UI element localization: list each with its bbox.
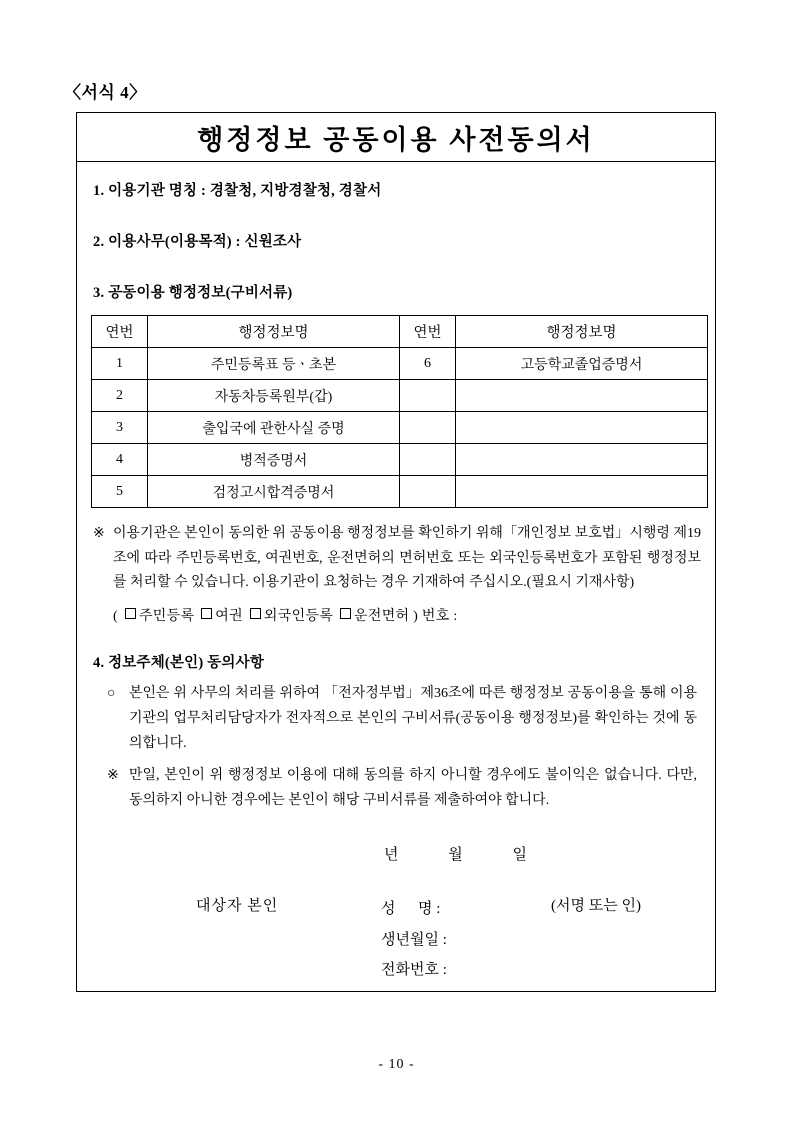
date-line xyxy=(91,843,701,864)
consent-text-1: 본인은 위 사무의 처리를 위하여 「전자정부법」제36조에 따른 행정정보 공동이용을 통해 이용기관의 업무처리담당자가 전자적으로 본인의 구비서류(공동이용 행정정보)를 확인하는 것에 동의합니다. xyxy=(129,686,697,752)
check-label-passport: 여권 xyxy=(215,608,243,624)
birth-field-label: 생년월일 : xyxy=(381,931,447,948)
consent-item-1 xyxy=(91,681,701,757)
cell-name-right xyxy=(456,444,708,476)
id-number-checkbox-line xyxy=(113,605,701,630)
signature-note: (서명 또는 인) xyxy=(551,897,641,914)
cell-name-right xyxy=(456,380,708,412)
section-2-purpose: 2. 이용사무(이용목적) : 신원조사 xyxy=(93,234,302,250)
cell-name-left: 출입국에 관한사실 증명 xyxy=(148,412,400,444)
table-row xyxy=(92,348,708,380)
signature-area xyxy=(91,894,701,1004)
note-row-1 xyxy=(93,522,701,596)
table-header-row xyxy=(92,316,708,348)
document-title: 행정정보 공동이용 사전동의서 xyxy=(77,113,715,162)
check-suffix: ) 번호 : xyxy=(413,608,458,624)
consent-block xyxy=(91,681,701,813)
date-year-label: 년 xyxy=(384,846,400,863)
section-3-info-list: 3. 공동이용 행정정보(구비서류) xyxy=(93,285,293,301)
cell-name-left: 병적증명서 xyxy=(148,444,400,476)
checkbox-passport-icon[interactable] xyxy=(201,608,212,619)
cell-no-right xyxy=(400,380,456,412)
cell-name-left: 검정고시합격증명서 xyxy=(148,476,400,508)
table-row xyxy=(92,412,708,444)
cell-no-left: 5 xyxy=(92,476,148,508)
header-name-right: 행정정보명 xyxy=(456,316,708,348)
check-prefix: ( xyxy=(113,608,118,624)
header-no-left: 연번 xyxy=(92,316,148,348)
check-label-resident: 주민등록 xyxy=(138,608,195,624)
table-row xyxy=(92,444,708,476)
circle-mark-icon: ○ xyxy=(107,686,116,701)
cell-no-right: 6 xyxy=(400,348,456,380)
checkbox-resident-registration-icon[interactable] xyxy=(125,608,136,619)
cell-name-right xyxy=(456,476,708,508)
cell-name-left: 자동차등록원부(갑) xyxy=(148,380,400,412)
page-number: - 10 - xyxy=(378,1057,415,1072)
signature-fields xyxy=(381,894,447,986)
cell-no-left: 3 xyxy=(92,412,148,444)
subject-label: 대상자 본인 xyxy=(196,897,279,914)
document-body xyxy=(77,162,715,1004)
document-frame xyxy=(76,112,716,992)
header-no-right: 연번 xyxy=(400,316,456,348)
name-field-label: 성 명 : xyxy=(381,900,441,917)
cell-name-right: 고등학교졸업증명서 xyxy=(456,348,708,380)
cell-no-right xyxy=(400,476,456,508)
cell-no-right xyxy=(400,444,456,476)
header-name-left: 행정정보명 xyxy=(148,316,400,348)
form-label: 〈서식 4〉 xyxy=(64,83,147,102)
section-1-agency: 1. 이용기관 명칭 : 경찰청, 지방경찰청, 경찰서 xyxy=(93,183,382,199)
section-4-consent: 4. 정보주체(본인) 동의사항 xyxy=(93,655,265,671)
cell-no-left: 4 xyxy=(92,444,148,476)
star-mark-icon: ※ xyxy=(107,767,119,783)
cell-name-right xyxy=(456,412,708,444)
cell-no-right xyxy=(400,412,456,444)
table-row xyxy=(92,380,708,412)
cell-name-left: 주민등록표 등ㆍ초본 xyxy=(148,348,400,380)
checkbox-driver-license-icon[interactable] xyxy=(340,608,351,619)
date-month-label: 월 xyxy=(448,846,464,863)
consent-item-2 xyxy=(91,763,701,813)
checkbox-foreigner-icon[interactable] xyxy=(250,608,261,619)
cell-no-left: 1 xyxy=(92,348,148,380)
consent-text-2: 만일, 본인이 위 행정정보 이용에 대해 동의를 하지 아니할 경우에도 불이익은 없습니다. 다만, 동의하지 아니한 경우에는 본인이 해당 구비서류를 제출하여야 합니다. xyxy=(129,767,697,808)
cell-no-left: 2 xyxy=(92,380,148,412)
admin-info-table xyxy=(91,315,708,508)
check-label-driver: 운전면허 xyxy=(354,608,410,624)
check-label-foreigner: 외국인등록 xyxy=(263,608,334,624)
date-day-label: 일 xyxy=(512,846,528,863)
note-star-mark: ※ xyxy=(93,526,105,541)
table-row xyxy=(92,476,708,508)
note-text-1: 이용기관은 본인이 동의한 위 공동이용 행정정보를 확인하기 위해「개인정보 보호법」시행령 제19조에 따라 주민등록번호, 여권번호, 운전면허의 면허번호 또는 외국인등록번호가 포함된 행정정보를 처리할 수 있습니다. 이용기관이 요청하는 경우 기재하여 주십시오.(필요시 기재사항) xyxy=(113,526,701,590)
phone-field-label: 전화번호 : xyxy=(381,962,447,979)
note-block xyxy=(91,522,701,629)
